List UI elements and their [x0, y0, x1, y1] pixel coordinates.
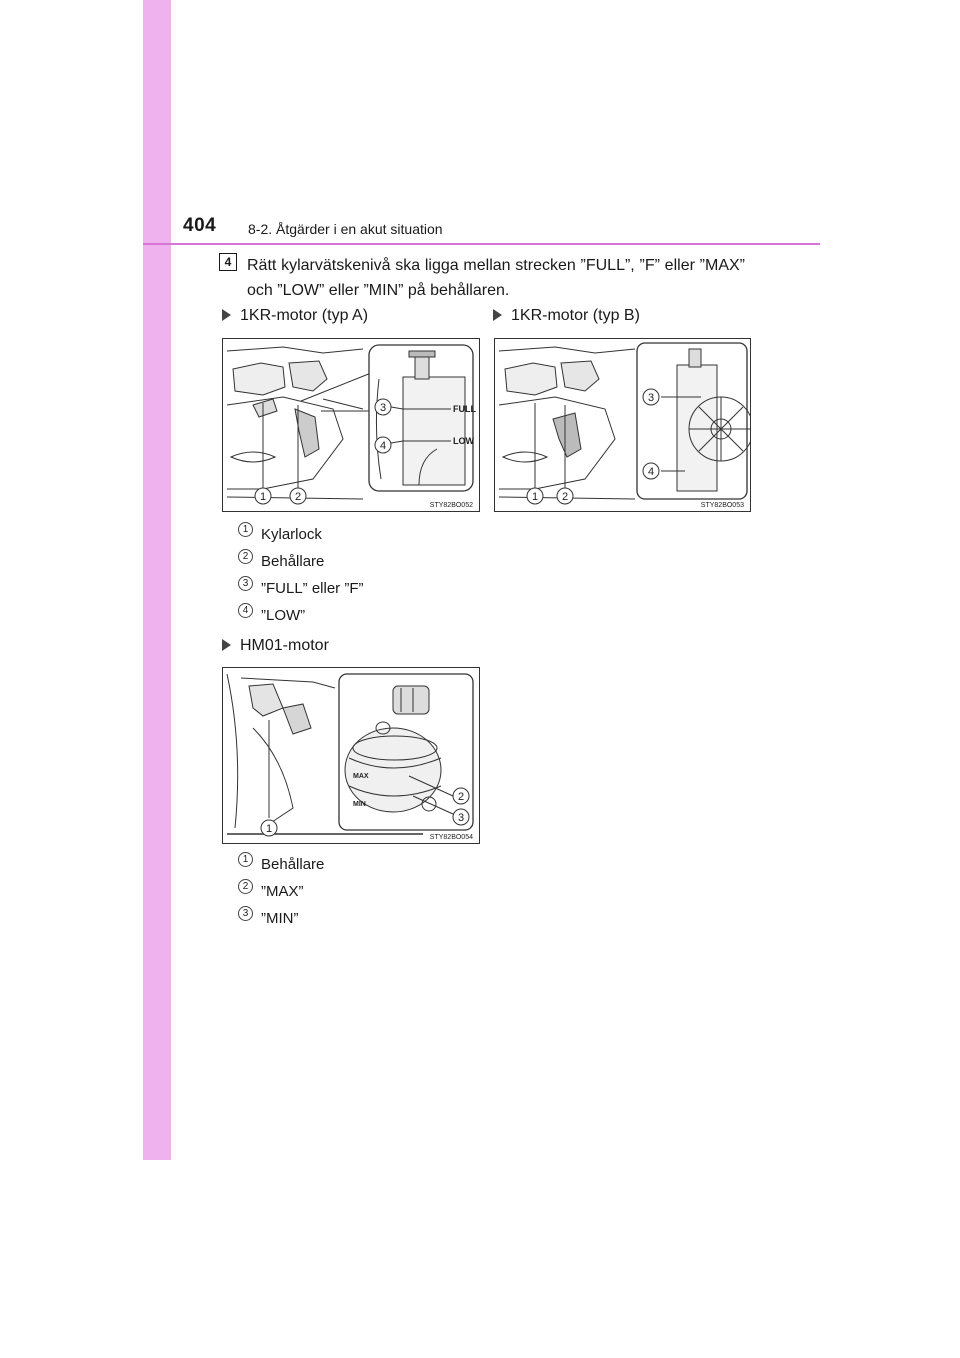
legend-number: 1 [238, 522, 253, 537]
legend-item [238, 549, 324, 570]
legend-item [238, 852, 324, 873]
legend-number: 2 [238, 549, 253, 564]
page-number: 404 [183, 215, 217, 236]
callout-2: 2 [561, 491, 569, 503]
caption-typ-a-text: 1KR-motor (typ A) [240, 307, 369, 324]
legend-item [238, 576, 364, 597]
triangle-bullet-icon [222, 309, 231, 321]
caption-typ-b [493, 307, 640, 325]
figure-typ-b [494, 338, 751, 512]
legend-text: ”MIN” [261, 910, 299, 927]
callout-3: 3 [379, 402, 387, 414]
chapter-sidebar [143, 0, 171, 1160]
legend-item [238, 879, 304, 900]
tank-mark-low: LOW [453, 436, 474, 446]
legend-number: 3 [238, 906, 253, 921]
section-title: 8-2. Åtgärder i en akut situation [248, 221, 443, 237]
figure-typ-a [222, 338, 480, 512]
callout-4: 4 [379, 440, 387, 452]
legend-number: 1 [238, 852, 253, 867]
step-text: Rätt kylarvätskenivå ska ligga mellan strecken ”FULL”, ”F” eller ”MAX” och ”LOW” eller ”MIN” på behållaren. [247, 257, 745, 299]
legend-text: ”MAX” [261, 883, 304, 900]
legend-text: Behållare [261, 553, 325, 570]
figure-code: STY82BO052 [429, 502, 473, 509]
callout-1: 1 [531, 491, 539, 503]
figure-code: STY82BO053 [700, 502, 744, 509]
legend-text: ”FULL” eller ”F” [261, 580, 364, 597]
figure-code: STY82BO054 [429, 834, 473, 841]
step-number: 4 [219, 253, 237, 271]
callout-4: 4 [647, 466, 655, 478]
legend-item [238, 906, 299, 927]
callout-3: 3 [647, 392, 655, 404]
engine-bay-illustration-b [495, 339, 750, 511]
legend-text: Behållare [261, 856, 325, 873]
callout-2: 2 [457, 791, 465, 803]
engine-bay-illustration-hm01 [223, 668, 479, 843]
legend-number: 4 [238, 603, 253, 618]
legend-item [238, 603, 305, 624]
triangle-bullet-icon [222, 639, 231, 651]
header-divider [143, 243, 820, 245]
tank-mark-max: MAX [353, 773, 369, 780]
callout-1: 1 [259, 491, 267, 503]
tank-mark-full: FULL [453, 404, 476, 414]
callout-3: 3 [457, 812, 465, 824]
engine-bay-illustration-a [223, 339, 479, 511]
caption-typ-a [222, 307, 368, 325]
caption-hm01-text: HM01-motor [240, 637, 329, 654]
triangle-bullet-icon [493, 309, 502, 321]
callout-2: 2 [294, 491, 302, 503]
legend-number: 2 [238, 879, 253, 894]
legend-text: ”LOW” [261, 607, 306, 624]
legend-item [238, 522, 322, 543]
figure-hm01 [222, 667, 480, 844]
callout-1: 1 [265, 823, 273, 835]
legend-number: 3 [238, 576, 253, 591]
tank-mark-min: MIN [353, 801, 366, 808]
caption-hm01 [222, 637, 329, 655]
legend-text: Kylarlock [261, 526, 322, 543]
caption-typ-b-text: 1KR-motor (typ B) [511, 307, 640, 324]
